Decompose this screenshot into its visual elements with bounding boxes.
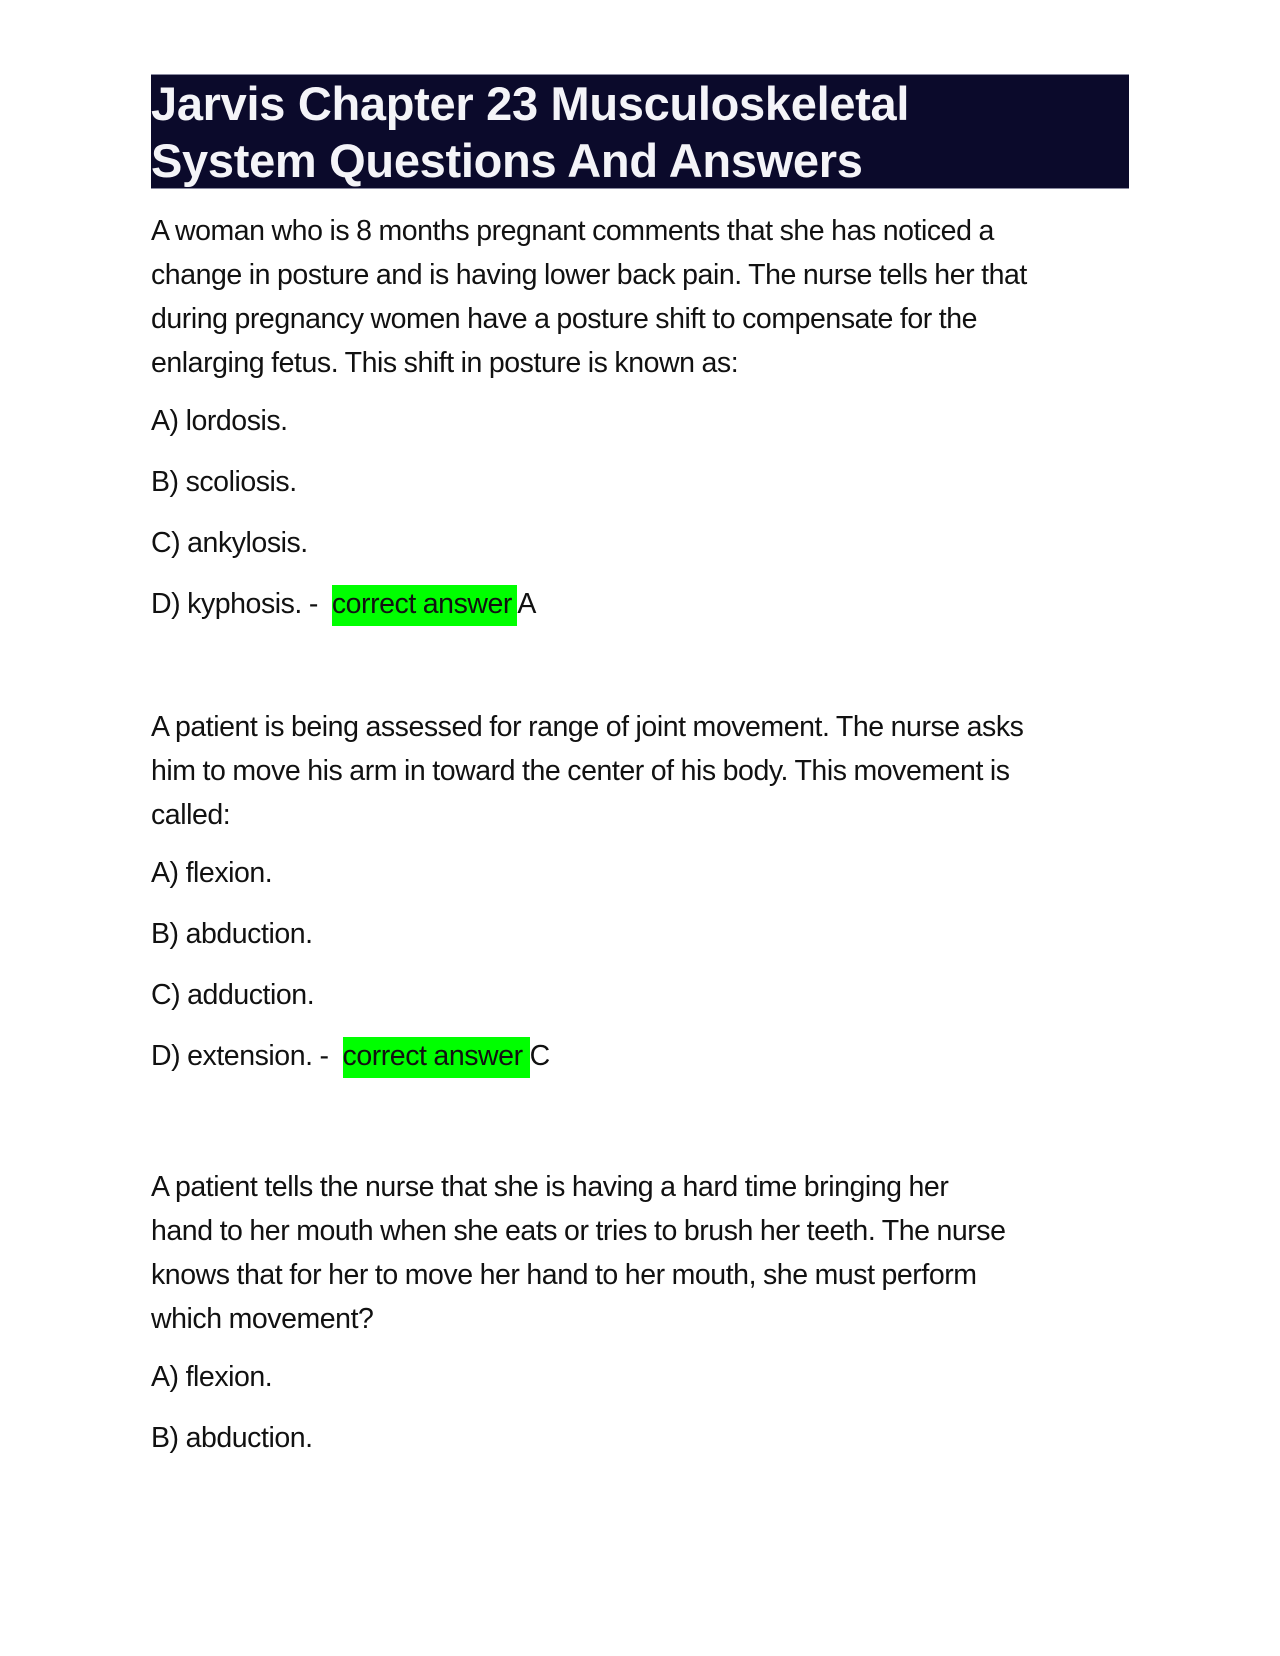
option-a: A) flexion. [151, 1361, 273, 1393]
correct-answer-value: A [517, 588, 536, 620]
question-2 [151, 705, 1129, 1095]
option-b: B) abduction. [151, 918, 313, 950]
answer-separator: - [301, 588, 332, 620]
question-line: A patient tells the nurse that she is having a hard time bringing her [151, 1171, 949, 1203]
answer-separator: - [312, 1040, 343, 1072]
option-c: C) adduction. [151, 979, 315, 1011]
correct-answer-value: C [529, 1040, 550, 1072]
question-2-text [151, 705, 1129, 837]
title-line-1: Jarvis Chapter 23 Musculoskeletal [151, 77, 910, 130]
option-d-with-answer [151, 1034, 1129, 1095]
question-line: A patient is being assessed for range of joint movement. The nurse asks [151, 711, 1024, 743]
question-line: A woman who is 8 months pregnant comments that she has noticed a [151, 215, 994, 247]
document-title [151, 74, 1129, 189]
correct-answer-label: correct answer [343, 1037, 530, 1078]
spacer [151, 643, 1129, 705]
question-1 [151, 209, 1129, 643]
question-1-text [151, 209, 1129, 385]
question-line: enlarging fetus. This shift in posture is known as: [151, 347, 739, 379]
question-line: which movement? [151, 1303, 374, 1335]
question-line: during pregnancy women have a posture shift to compensate for the [151, 303, 978, 335]
question-3 [151, 1165, 1129, 1477]
question-line: change in posture and is having lower back pain. The nurse tells her that [151, 259, 1027, 291]
option-d: D) kyphosis. [151, 588, 302, 620]
option-d: D) extension. [151, 1040, 313, 1072]
option-d-with-answer [151, 582, 1129, 643]
option-b: B) abduction. [151, 1422, 313, 1454]
option-a: A) lordosis. [151, 405, 288, 437]
option-b: B) scoliosis. [151, 466, 297, 498]
question-line: hand to her mouth when she eats or tries to brush her teeth. The nurse [151, 1215, 1006, 1247]
spacer [151, 1095, 1129, 1165]
document-page [151, 74, 1129, 1477]
question-line: knows that for her to move her hand to her mouth, she must perform [151, 1259, 977, 1291]
question-line: him to move his arm in toward the center of his body. This movement is [151, 755, 1010, 787]
question-3-text [151, 1165, 1129, 1341]
option-c: C) ankylosis. [151, 527, 308, 559]
option-a: A) flexion. [151, 857, 273, 889]
title-line-2: System Questions And Answers [151, 134, 863, 187]
correct-answer-label: correct answer [332, 585, 518, 626]
question-line: called: [151, 799, 231, 831]
